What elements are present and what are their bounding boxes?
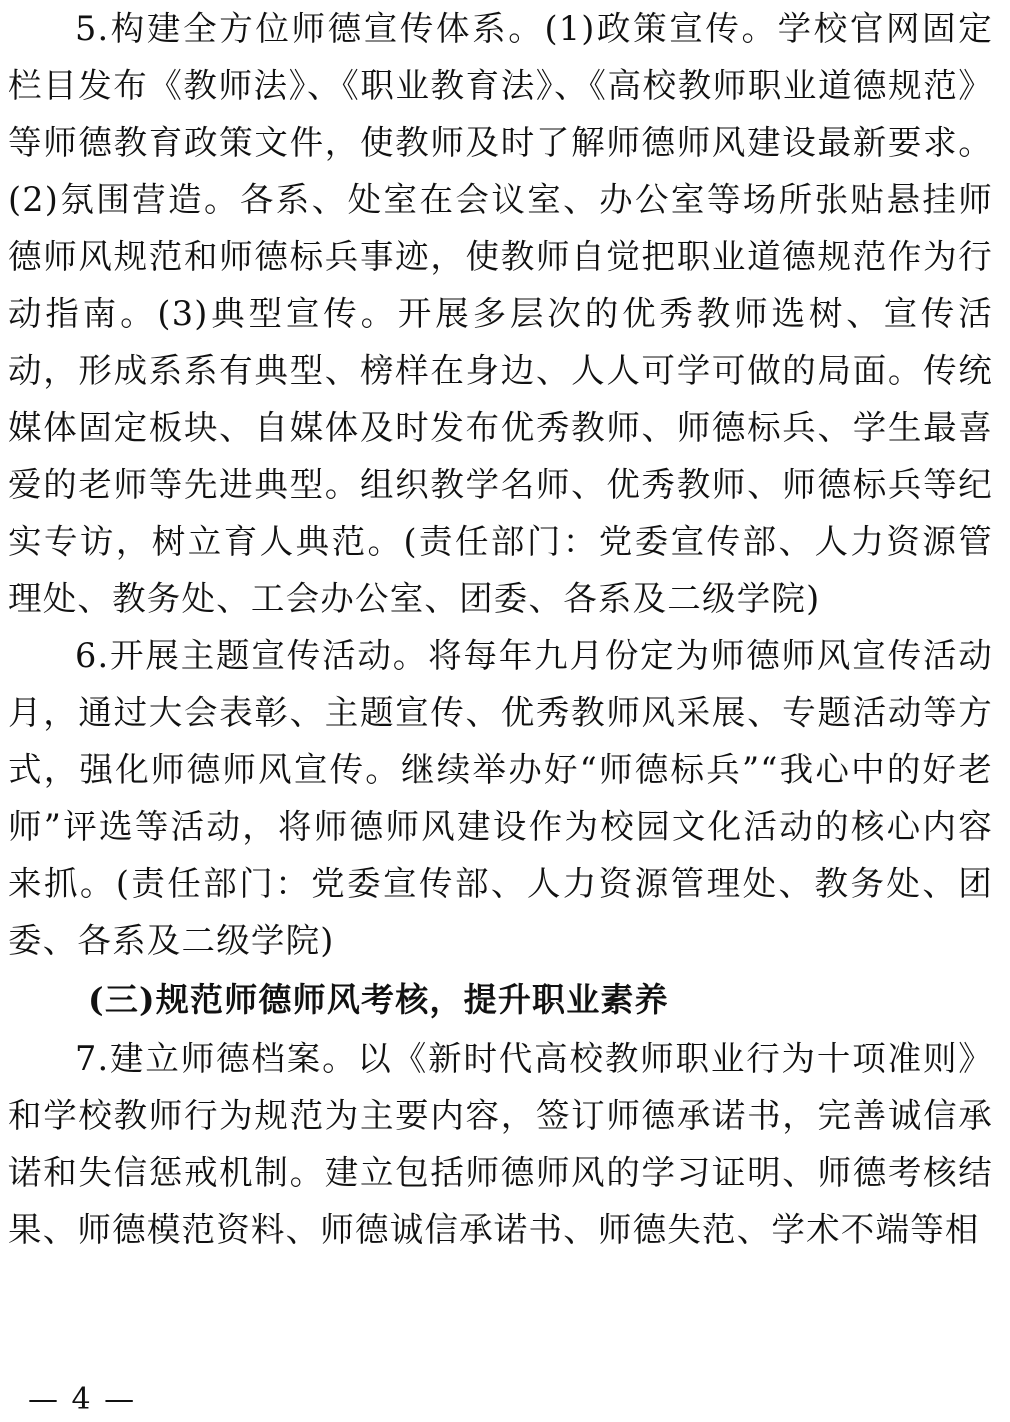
section-heading-3: (三)规范师德师风考核，提升职业素养 <box>88 980 669 1019</box>
document-body <box>8 0 993 1258</box>
paragraph-6-theme-activities: 6.开展主题宣传活动。将每年九月份定为师德师风宣传活动月，通过大会表彰、主题宣传、优秀教师风采展、专题活动等方式，强化师德师风宣传。继续举办好“师德标兵”“我心中的好老师”评选等活动，将师德师风建设作为校园文化活动的核心内容来抓。(责任部门：党委宣传部、人力资源管理处、教务处、团委、各系及二级学院) <box>8 636 993 960</box>
paragraph-5-propaganda-system: 5.构建全方位师德宣传体系。(1)政策宣传。学校官网固定栏目发布《教师法》、《职业教育法》、《高校教师职业道德规范》等师德教育政策文件，使教师及时了解师德师风建设最新要求。(2)氛围营造。各系、处室在会议室、办公室等场所张贴悬挂师德师风规范和师德标兵事迹，使教师自觉把职业道德规范作为行动指南。(3)典型宣传。开展多层次的优秀教师选树、宣传活动，形成系系有典型、榜样在身边、人人可学可做的局面。传统媒体固定板块、自媒体及时发布优秀教师、师德标兵、学生最喜爱的老师等先进典型。组织教学名师、优秀教师、师德标兵等纪实专访，树立育人典范。(责任部门：党委宣传部、人力资源管理处、教务处、工会办公室、团委、各系及二级学院) <box>8 9 993 618</box>
page-number: — 4 — <box>28 1382 137 1417</box>
paragraph-7-ethics-archives: 7.建立师德档案。以《新时代高校教师职业行为十项准则》和学校教师行为规范为主要内容，签订师德承诺书，完善诚信承诺和失信惩戒机制。建立包括师德师风的学习证明、师德考核结果、师德模范资料、师德诚信承诺书、师德失范、学术不端等相 <box>8 1039 993 1249</box>
